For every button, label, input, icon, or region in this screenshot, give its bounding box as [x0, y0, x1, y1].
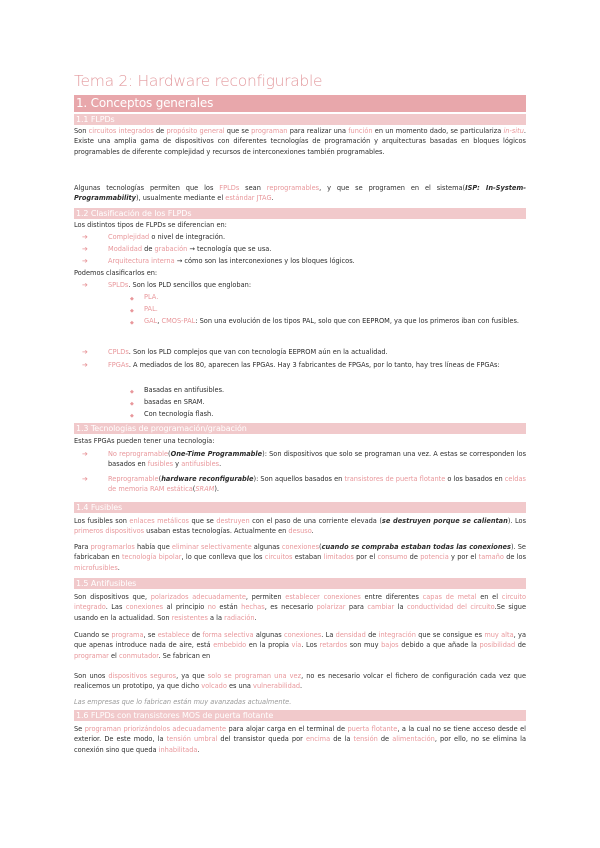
paragraph-tecnologias-intro: Estas FPGAs pueden tener una tecnología: [74, 437, 215, 445]
paragraph-mos-1: Se programan priorizándolos adecuadamente para alojar carga en el terminal de puerta flotante, a la cual no se tiene acceso desde el exterior. De este modo, la tensión umbral del transistor queda por encima de la tensión de alimentación, por ello, no se elimina la conexión sino que queda inhabilitada. [74, 725, 526, 754]
paragraph-antifusibles-2: Cuando se programa, se establece de forma selectiva algunas conexiones. La densidad de integración que se consigue es muy alta, ya que apenas introduce nada de aire, está embebido en la propia vía. Los retardos son muy bajos debido a que añade la posibilidad de programar el conmutador. Se fabrican en [74, 631, 526, 660]
subsection-heading-flpds: 1.1 FLPDs [74, 114, 526, 125]
document-title: Tema 2: Hardware reconfigurable [74, 72, 323, 90]
arrow-icon: ➔ [82, 348, 88, 356]
arrow-icon: ➔ [82, 281, 88, 289]
subsection-heading-fusibles: 1.4 Fusibles [74, 502, 526, 513]
paragraph-flpds-1: Son circuitos integrados de propósito general que se programan para realizar una función en un momento dado, se particulariza in-situ. Existe una amplia gama de dispositivos con diferentes tecnologías de programación y arquitecturas basadas en bloques lógicos programables de diferente complejidad y recursos de interconexiones también programables. [74, 127, 526, 156]
subsection-heading-antifusibles: 1.5 Antifusibles [74, 578, 526, 589]
diamond-bullet-icon: ◆ [130, 389, 134, 395]
paragraph-fusibles-2: Para programarlos había que eliminar selectivamente algunas conexiones(cuando se compraba estaban todas las conexiones). Se fabricaban en tecnología bipolar, lo que conlleva que los circuitos estaban limitados por el consumo de potencia y por el tamaño de los microfusibles. [74, 543, 527, 572]
diamond-bullet-icon: ◆ [130, 401, 134, 407]
paragraph-antifusibles-4: Las empresas que lo fabrican están muy avanzadas actualmente. [74, 698, 292, 706]
arrow-icon: ➔ [82, 450, 88, 458]
subsection-heading-mos: 1.6 FLPDs con transistores MOS de puerta flotante [74, 710, 526, 721]
paragraph-antifusibles-1: Son dispositivos que, polarizados adecuadamente, permiten establecer conexiones entre diferentes capas de metal en el circuito integrado. Las conexiones al principio no están hechas, es necesario polarizar para cambiar la conductividad del circuito.Se sigue usando en la actualidad. Son resistentes a la radiación. [74, 593, 527, 622]
arrow-icon: ➔ [82, 257, 88, 265]
paragraph-flpds-2: Algunas tecnologías permiten que los FPLDs sean reprogramables, y que se programen en el sistema(ISP: In-System-Programmability), usualmente mediante el estándar JTAG. [74, 184, 526, 203]
section-heading-conceptos: 1. Conceptos generales [74, 95, 526, 112]
paragraph-antifusibles-3: Son unos dispositivos seguros, ya que solo se programan una vez, no es necesario volcar el fichero de configuración cada vez que realicemos un prototipo, ya que dicho volcado es una vulnerabilidad. [74, 672, 527, 691]
paragraph-clasificar: Podemos clasificarlos en: [74, 269, 158, 277]
arrow-icon: ➔ [82, 233, 88, 241]
paragraph-clasificacion-intro: Los distintos tipos de FLPDs se diferencian en: [74, 221, 227, 229]
arrow-icon: ➔ [82, 245, 88, 253]
diamond-bullet-icon: ◆ [130, 308, 134, 314]
arrow-icon: ➔ [82, 475, 88, 483]
diamond-bullet-icon: ◆ [130, 296, 134, 302]
subsection-heading-clasificacion: 1.2 Clasificación de los FLPDs [74, 208, 526, 219]
diamond-bullet-icon: ◆ [130, 320, 134, 326]
subsection-heading-tecnologias: 1.3 Tecnologías de programación/grabación [74, 423, 526, 434]
paragraph-fusibles-1: Los fusibles son enlaces metálicos que se destruyen con el paso de una corriente elevada (se destruyen porque se calientan). Los primeros dispositivos usaban estas tecnologías. Actualmente en desuso. [74, 517, 527, 536]
diamond-bullet-icon: ◆ [130, 413, 134, 419]
arrow-icon: ➔ [82, 361, 88, 369]
